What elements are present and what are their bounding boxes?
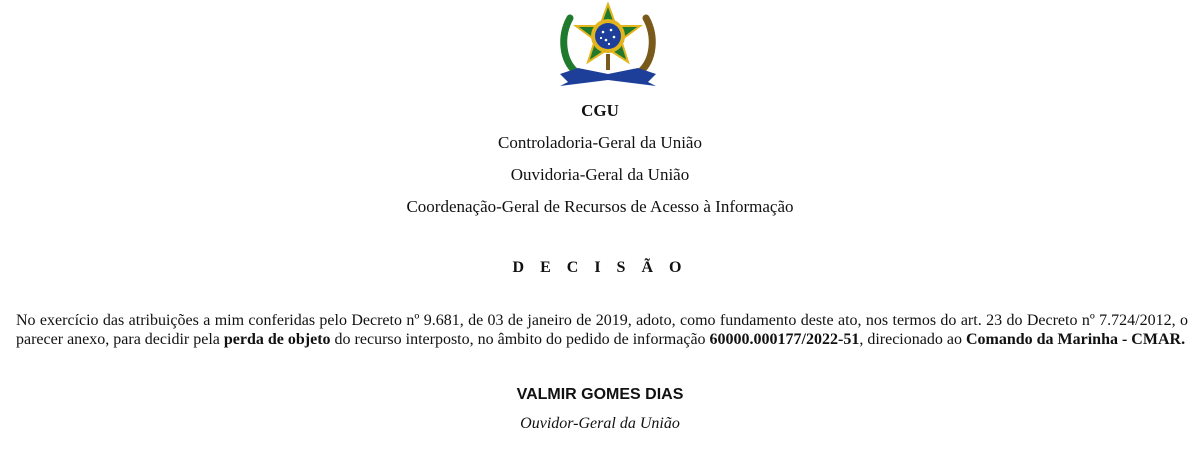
signer-title: Ouvidor-Geral da União [520,415,680,432]
brazil-coat-of-arms-icon [556,2,660,88]
decision-paragraph [16,311,1188,349]
agency-name: Comando da Marinha - CMAR. [965,331,1186,348]
decision-text-intro: No exercício das atribuições a mim conferidas pelo Decreto nº 9.681, de 03 de janeiro de 2019, adoto, como fundamento deste ato, nos termos do art. 23 do Decreto nº 7.724/2012, o parecer anexo, para decidir pela [16,312,1188,348]
decision-text-connector: , direcionado ao [859,331,966,348]
protocol-number: 60000.000177/2022-51 [709,331,860,348]
decision-emphasis: perda de objeto [223,331,331,348]
org-name: Controladoria-Geral da União [498,133,702,152]
coordination-name: Coordenação-Geral de Recursos de Acesso à Informação [406,197,794,216]
decision-title: D E C I S Ã O [512,259,688,276]
decision-text-middle: do recurso interposto, no âmbito do pedido de informação [330,331,710,348]
org-acronym: CGU [581,101,619,120]
ombudsman-name: Ouvidoria-Geral da União [510,165,690,184]
signer-name: VALMIR GOMES DIAS [516,386,684,403]
wreath-right [640,18,652,72]
wreath-left [564,18,576,72]
emblem-ribbon [560,68,656,86]
